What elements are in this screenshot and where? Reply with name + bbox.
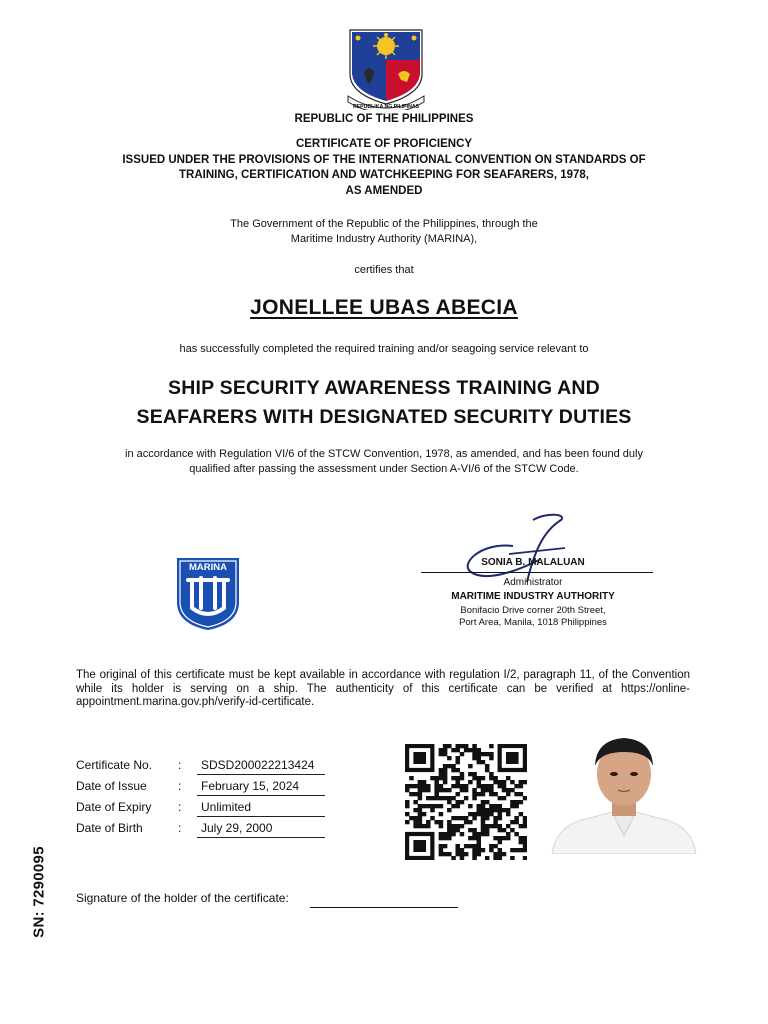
signatory-name: SONIA B. MALALUAN [481, 557, 585, 568]
holder-signature-line [310, 907, 458, 908]
signatory-line [421, 572, 653, 573]
holder-name [0, 296, 768, 320]
regulation-line-2: qualified after passing the assessment under Section A-VI/6 of the STCW Code. [189, 463, 579, 475]
holder-photo [550, 732, 698, 854]
course-title [0, 374, 768, 432]
detail-label: Date of Expiry [76, 800, 152, 814]
course-line-2: SEAFARERS WITH DESIGNATED SECURITY DUTIES [136, 406, 632, 428]
detail-value: February 15, 2024 [197, 779, 325, 796]
intro-line-1: The Government of the Republic of the Philippines, through the [230, 218, 538, 230]
detail-row-date-of-expiry [76, 798, 326, 818]
detail-value: July 29, 2000 [197, 821, 325, 838]
detail-row-date-of-issue [76, 777, 326, 797]
completed-text: has successfully completed the required training and/or seagoing service relevant to [179, 343, 589, 355]
detail-colon: : [178, 758, 182, 772]
provisions-line-1: ISSUED UNDER THE PROVISIONS OF THE INTERNATIONAL CONVENTION ON STANDARDS OF [122, 153, 646, 166]
detail-value: SDSD200022213424 [197, 758, 325, 775]
certifies-that: certifies that [354, 264, 414, 276]
signatory-title: Administrator [503, 577, 563, 588]
authenticity-notice: The original of this certificate must be kept available in accordance with regulation I/2, paragraph 11, of the Convention while its holder is serving on a ship. The authenticity of this certificate can be verified at https://online-appointment.marina.gov.ph/verify-id-certificate. [76, 669, 690, 709]
signatory-address-1: Bonifacio Drive corner 20th Street, [460, 605, 606, 616]
detail-colon: : [178, 821, 182, 835]
signatory-org: MARITIME INDUSTRY AUTHORITY [451, 591, 615, 602]
course-line-1: SHIP SECURITY AWARENESS TRAINING AND [168, 377, 600, 399]
detail-label: Certificate No. [76, 758, 153, 772]
detail-colon: : [178, 800, 182, 814]
detail-colon: : [178, 779, 182, 793]
detail-label: Date of Birth [76, 821, 143, 835]
provisions-line-2: TRAINING, CERTIFICATION AND WATCHKEEPING FOR SEAFARERS, 1978, [179, 169, 589, 181]
detail-row-certificate-no [76, 756, 326, 776]
provisions-line-3: AS AMENDED [345, 184, 423, 197]
holder-name-text: JONELLEE UBAS ABECIA [250, 296, 518, 319]
country-heading: REPUBLIC OF THE PHILIPPINES [294, 113, 474, 125]
intro-line-2: Maritime Industry Authority (MARINA), [290, 233, 478, 245]
detail-row-date-of-birth [76, 819, 326, 839]
qr-code-icon[interactable] [405, 744, 527, 860]
holder-signature-label: Signature of the holder of the certificate: [76, 891, 289, 905]
marina-logo-icon [175, 556, 241, 632]
detail-label: Date of Issue [76, 779, 147, 793]
marina-logo-text: MARINA [189, 562, 227, 573]
seal-motto: REPUBLIKA NG PILIPINAS [352, 104, 420, 110]
serial-number: SN: 7290095 [30, 846, 48, 938]
signatory-address-2: Port Area, Manila, 1018 Philippines [459, 617, 607, 628]
regulation-line-1: in accordance with Regulation VI/6 of the STCW Convention, 1978, as amended, and has been found duly [125, 448, 643, 460]
philippine-seal-icon [344, 24, 428, 110]
certificate-title: CERTIFICATE OF PROFICIENCY [295, 138, 473, 150]
detail-value: Unlimited [197, 800, 325, 817]
